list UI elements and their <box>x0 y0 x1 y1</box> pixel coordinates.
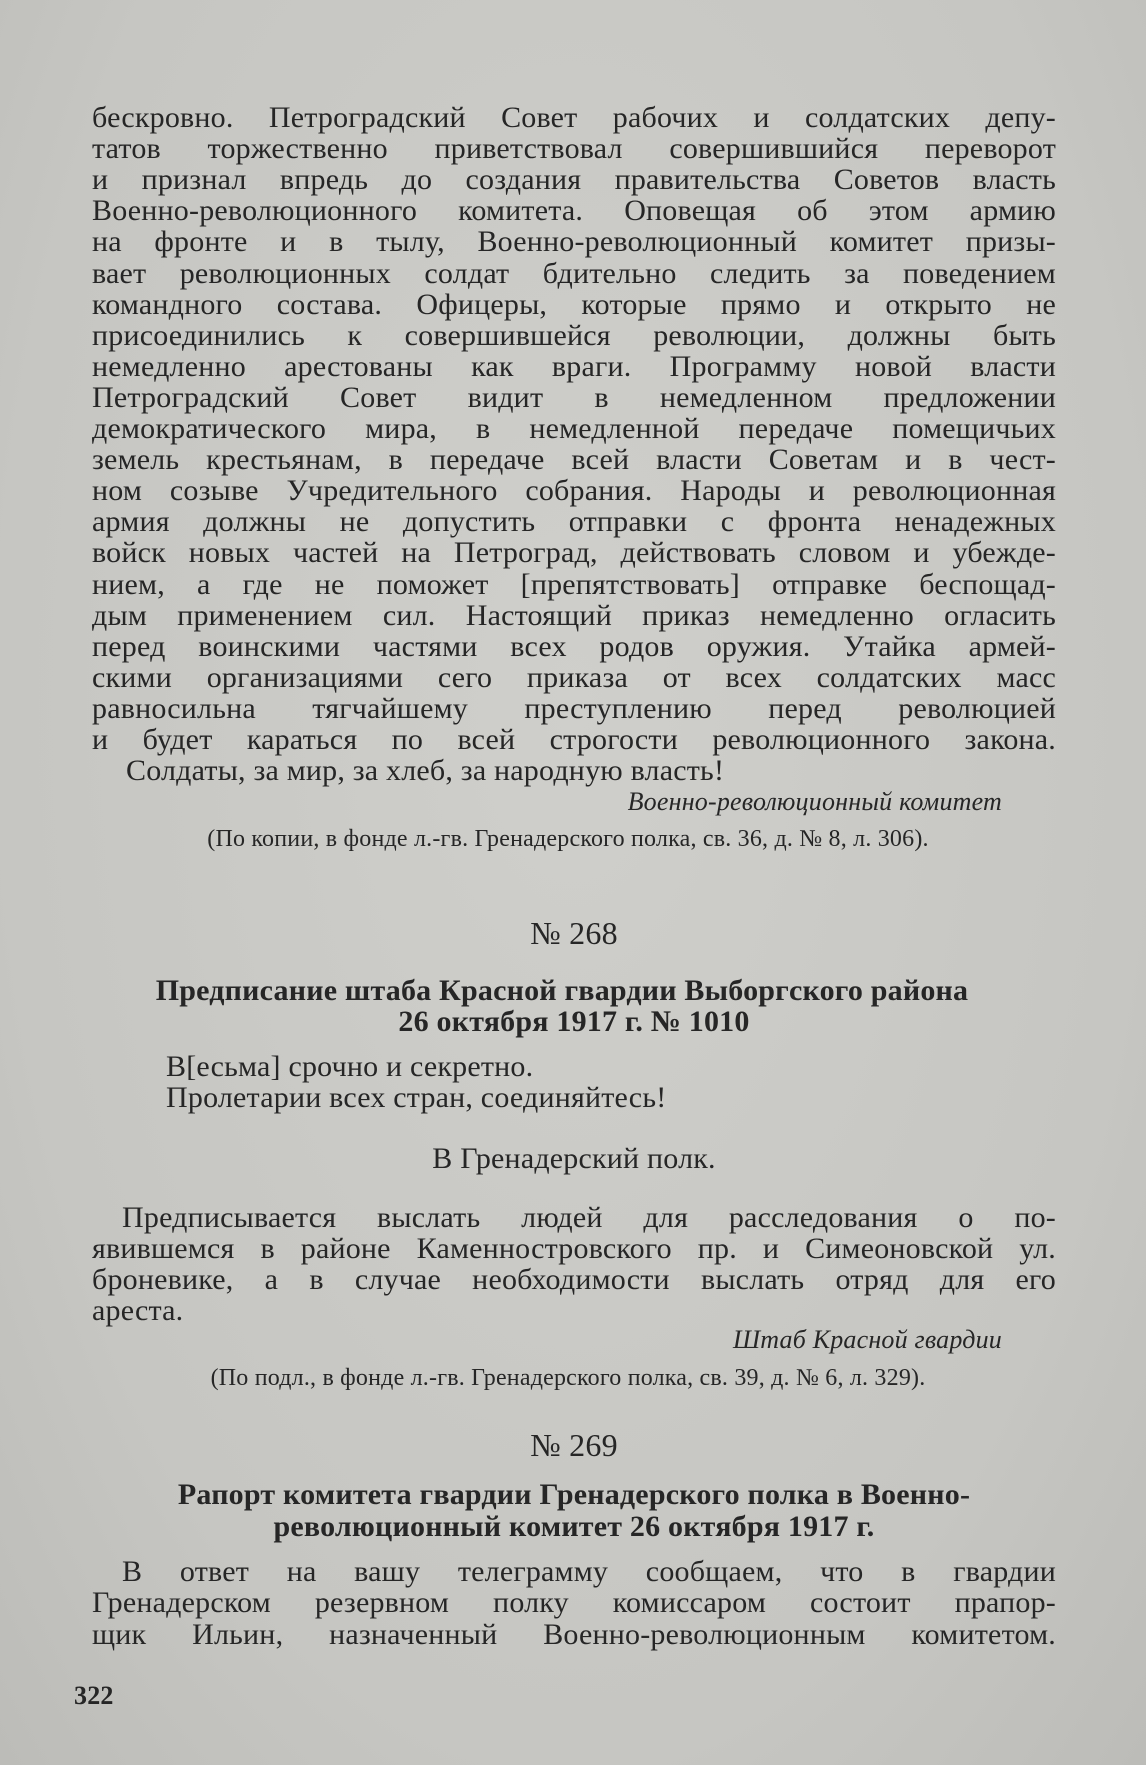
body-line: нием, а где не поможет [препятствовать] отправке беспощад- <box>92 567 1056 601</box>
header-line: Пролетарии всех стран, соединяйтесь! <box>166 1081 667 1114</box>
body-line: щик Ильин, назначенный Военно-революционным комитетом. <box>92 1618 1056 1651</box>
addressee: В Гренадерский полк. <box>432 1142 716 1175</box>
body-line: войск новых частей на Петроград, действовать словом и убежде- <box>92 536 1056 570</box>
document-number: № 268 <box>530 916 618 950</box>
body-line: демократического мира, в немедленной передаче помещичьих <box>92 412 1056 445</box>
body-line: равносильна тягчайшему преступлению перед революцией <box>92 691 1056 725</box>
body-line: вает революционных солдат бдительно следить за поведением <box>92 256 1056 290</box>
signature: Штаб Красной гвардии <box>732 1325 1002 1354</box>
signature: Военно-революционный комитет <box>627 787 1002 816</box>
document-title: Предписание штаба Красной гвардии Выборгского района <box>155 974 969 1007</box>
body-line: бескровно. Петроградский Совет рабочих и солдатских депу- <box>92 101 1056 134</box>
body-line: ареста. <box>92 1294 184 1327</box>
body-line: Предписывается выслать людей для расследования о по- <box>122 1201 1056 1234</box>
body-line: и будет караться по всей строгости революционного закона. <box>92 723 1056 756</box>
body-line: дым применением сил. Настоящий приказ немедленно огласить <box>92 598 1056 632</box>
body-line: В ответ на вашу телеграмму сообщаем, что в гвардии <box>122 1555 1056 1588</box>
body-line: присоединились к совершившейся революции, должны быть <box>92 318 1056 352</box>
document-title: Рапорт комитета гвардии Гренадерского полка в Военно- <box>177 1478 971 1511</box>
document-number: № 269 <box>530 1428 618 1462</box>
body-line: перед воинскими частями всех родов оружия. Утайка армей- <box>92 629 1056 663</box>
body-line: на фронте и в тылу, Военно-революционный комитет призы- <box>92 225 1056 259</box>
body-line: армия должны не допустить отправки с фронта ненадежных <box>92 505 1056 539</box>
body-line: татов торжественно приветствовал совершившийся переворот <box>92 132 1056 166</box>
body-line: броневике, а в случае необходимости выслать отряд для его <box>92 1263 1056 1296</box>
body-line: немедленно арестованы как враги. Программу новой власти <box>92 349 1056 383</box>
body-line: земель крестьянам, в передаче всей власти Советам и в чест- <box>92 443 1056 477</box>
closing-line: Солдаты, за мир, за хлеб, за народную власть! <box>126 754 725 787</box>
header-line: В[есьма] срочно и секретно. <box>166 1050 534 1083</box>
body-line: Военно-революционного комитета. Оповещая об этом армию <box>92 194 1056 228</box>
body-line: командного состава. Офицеры, которые прямо и открыто не <box>92 287 1056 321</box>
body-line: и признал впредь до создания правительства Советов власть <box>92 163 1056 197</box>
document-title: 26 октября 1917 г. № 1010 <box>398 1005 750 1038</box>
body-line: скими организациями сего приказа от всех солдатских масс <box>92 660 1056 694</box>
archive-source: (По подл., в фонде л.-гв. Гренадерского полка, св. 39, д. № 6, л. 329). <box>210 1365 926 1391</box>
body-line: явившемся в районе Каменностровского пр. и Симеоновской ул. <box>92 1232 1056 1265</box>
body-line: Петроградский Совет видит в немедленном предложении <box>92 380 1056 414</box>
archive-source: (По копии, в фонде л.-гв. Гренадерского полка, св. 36, д. № 8, л. 306). <box>207 826 929 852</box>
body-line: ном созыве Учредительного собрания. Народы и революционная <box>92 474 1056 508</box>
body-line: Гренадерском резервном полку комиссаром состоит прапор- <box>92 1586 1056 1619</box>
document-title: революционный комитет 26 октября 1917 г. <box>273 1510 875 1543</box>
page-number: 322 <box>74 1681 114 1710</box>
